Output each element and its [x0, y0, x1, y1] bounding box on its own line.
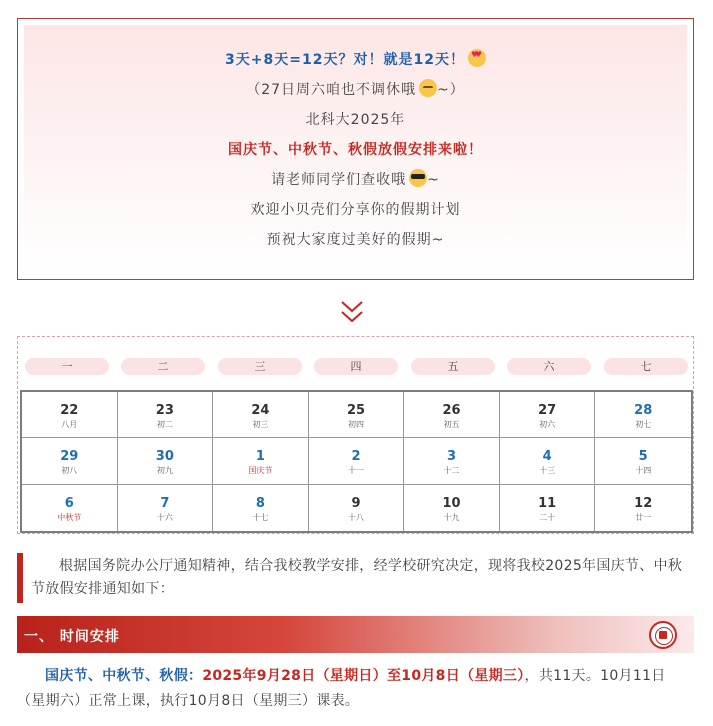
day-number: 7: [160, 495, 170, 511]
lunar-date: 十九: [443, 512, 460, 522]
lunar-date: 初五: [443, 420, 460, 429]
weekday-sun: 七: [604, 358, 688, 375]
day-number: 4: [542, 449, 552, 465]
day-number: 11: [538, 495, 557, 511]
calendar-day-holiday: [22, 485, 118, 531]
weekday-mon: 一: [25, 358, 109, 375]
day-number: 30: [155, 449, 174, 465]
day-number: 26: [442, 403, 461, 418]
day-number: 24: [251, 403, 270, 418]
calendar-day-holiday: [595, 438, 691, 484]
calendar-day-holiday: [213, 438, 309, 484]
schedule-text: [17, 664, 694, 714]
lunar-date: 十六: [156, 512, 173, 522]
calendar-day-holiday: [404, 438, 500, 484]
notice-accent-bar: [17, 553, 23, 603]
intro-line-4: 国庆节、中秋节、秋假放假安排来啦！: [228, 142, 483, 158]
festival-label: 中秋节: [57, 512, 82, 522]
intro-line-7: 预祝大家度过美好的假期~: [266, 232, 445, 248]
calendar-day-holiday: [595, 392, 691, 438]
calendar-day-holiday: [118, 438, 214, 484]
calendar-day-holiday: [118, 485, 214, 531]
crying-emoji-icon: [419, 79, 437, 97]
calendar-day-holiday: [213, 485, 309, 531]
calendar-day: [404, 485, 500, 531]
weekday-fri: 五: [411, 358, 495, 375]
lunar-date: 十一: [347, 466, 364, 476]
holiday-calendar: [17, 336, 694, 534]
intro-line-3: 北科大2025年: [305, 112, 406, 128]
lunar-date: 八月: [61, 420, 78, 429]
sunglasses-emoji-icon: [409, 169, 427, 187]
lunar-date: 初三: [252, 420, 269, 429]
weekday-wed: 三: [218, 358, 302, 375]
intro-line-5-text: 请老师同学们查收哦: [271, 172, 407, 188]
lunar-date: 十八: [347, 512, 364, 522]
lunar-date: 初七: [635, 420, 652, 429]
lunar-date: 初九: [156, 466, 173, 476]
day-number: 2: [351, 449, 361, 465]
section-header-schedule: [17, 616, 694, 653]
festival-label: 国庆节: [248, 466, 273, 476]
intro-line-2-text: （27日周六咱也不调休哦: [246, 82, 417, 98]
day-number: 6: [64, 495, 74, 511]
lunar-date: 廿一: [635, 512, 652, 522]
intro-headline: [24, 49, 687, 69]
day-number: 28: [634, 403, 653, 418]
calendar-day: [500, 392, 596, 438]
intro-line-5: [24, 169, 687, 189]
day-number: 12: [634, 495, 653, 511]
calendar-day-holiday: [309, 438, 405, 484]
lunar-date: 初二: [156, 420, 173, 429]
day-number: 25: [346, 403, 366, 418]
notice-text: 根据国务院办公厅通知精神，结合我校教学安排，经学校研究决定，现将我校2025年国庆节、中秋节放假安排通知如下：: [31, 558, 683, 597]
day-number: 22: [60, 403, 79, 418]
lunar-date: 初四: [347, 420, 364, 429]
intro-line-2-suffix: ~）: [437, 82, 465, 98]
lunar-date: 十三: [539, 466, 556, 476]
double-chevron-down-icon: [340, 298, 364, 326]
calendar-day: [309, 485, 405, 531]
lunar-date: 十七: [252, 512, 269, 522]
calendar-day-holiday: [500, 438, 596, 484]
calendar-day: [595, 485, 691, 531]
lunar-date: 十二: [443, 466, 460, 476]
intro-line-6: 欢迎小贝壳们分享你的假期计划: [250, 202, 461, 218]
calendar-day: [404, 392, 500, 438]
schedule-rest: ，共11天。10月11日（星期六）正常上课，执行10月8日（星期三）课表。: [17, 668, 666, 709]
calendar-day-holiday: [22, 438, 118, 484]
day-number: 10: [442, 495, 461, 511]
calendar-day: [22, 392, 118, 438]
day-number: 1: [255, 449, 265, 465]
calendar-day: [309, 392, 405, 438]
weekday-thu: 四: [314, 358, 398, 375]
day-number: 23: [155, 403, 174, 418]
calendar-day: [213, 392, 309, 438]
day-number: 8: [255, 495, 265, 511]
section-title: 一、 时间安排: [24, 629, 120, 645]
day-number: 5: [638, 449, 648, 465]
schedule-label: 国庆节、中秋节、秋假：: [45, 668, 203, 684]
schedule-dates: 2025年9月28日（星期日）至10月8日（星期三）: [202, 668, 525, 684]
weekday-sat: 六: [507, 358, 591, 375]
notice-block: [17, 553, 694, 603]
calendar-day: [118, 392, 214, 438]
intro-line-1: 3天+8天=12天？对！就是12天！: [225, 52, 465, 68]
day-number: 3: [447, 449, 457, 465]
day-number: 9: [351, 495, 361, 511]
calendar-day: [500, 485, 596, 531]
day-number: 29: [60, 449, 79, 465]
weekday-tue: 二: [121, 358, 205, 375]
calendar-grid: [20, 390, 693, 533]
lunar-date: 初八: [61, 466, 78, 476]
intro-line-2: [24, 79, 687, 99]
school-seal-icon: [649, 621, 677, 649]
day-number: 27: [538, 403, 557, 418]
lunar-date: 十四: [635, 466, 652, 476]
intro-line-5-suffix: ~: [427, 172, 440, 188]
lunar-date: 二十: [539, 512, 556, 522]
heart-eyes-emoji-icon: [468, 49, 486, 67]
intro-card: [17, 18, 694, 280]
lunar-date: 初六: [539, 420, 556, 429]
weekday-header: [18, 337, 693, 389]
intro-inner: [24, 25, 687, 273]
